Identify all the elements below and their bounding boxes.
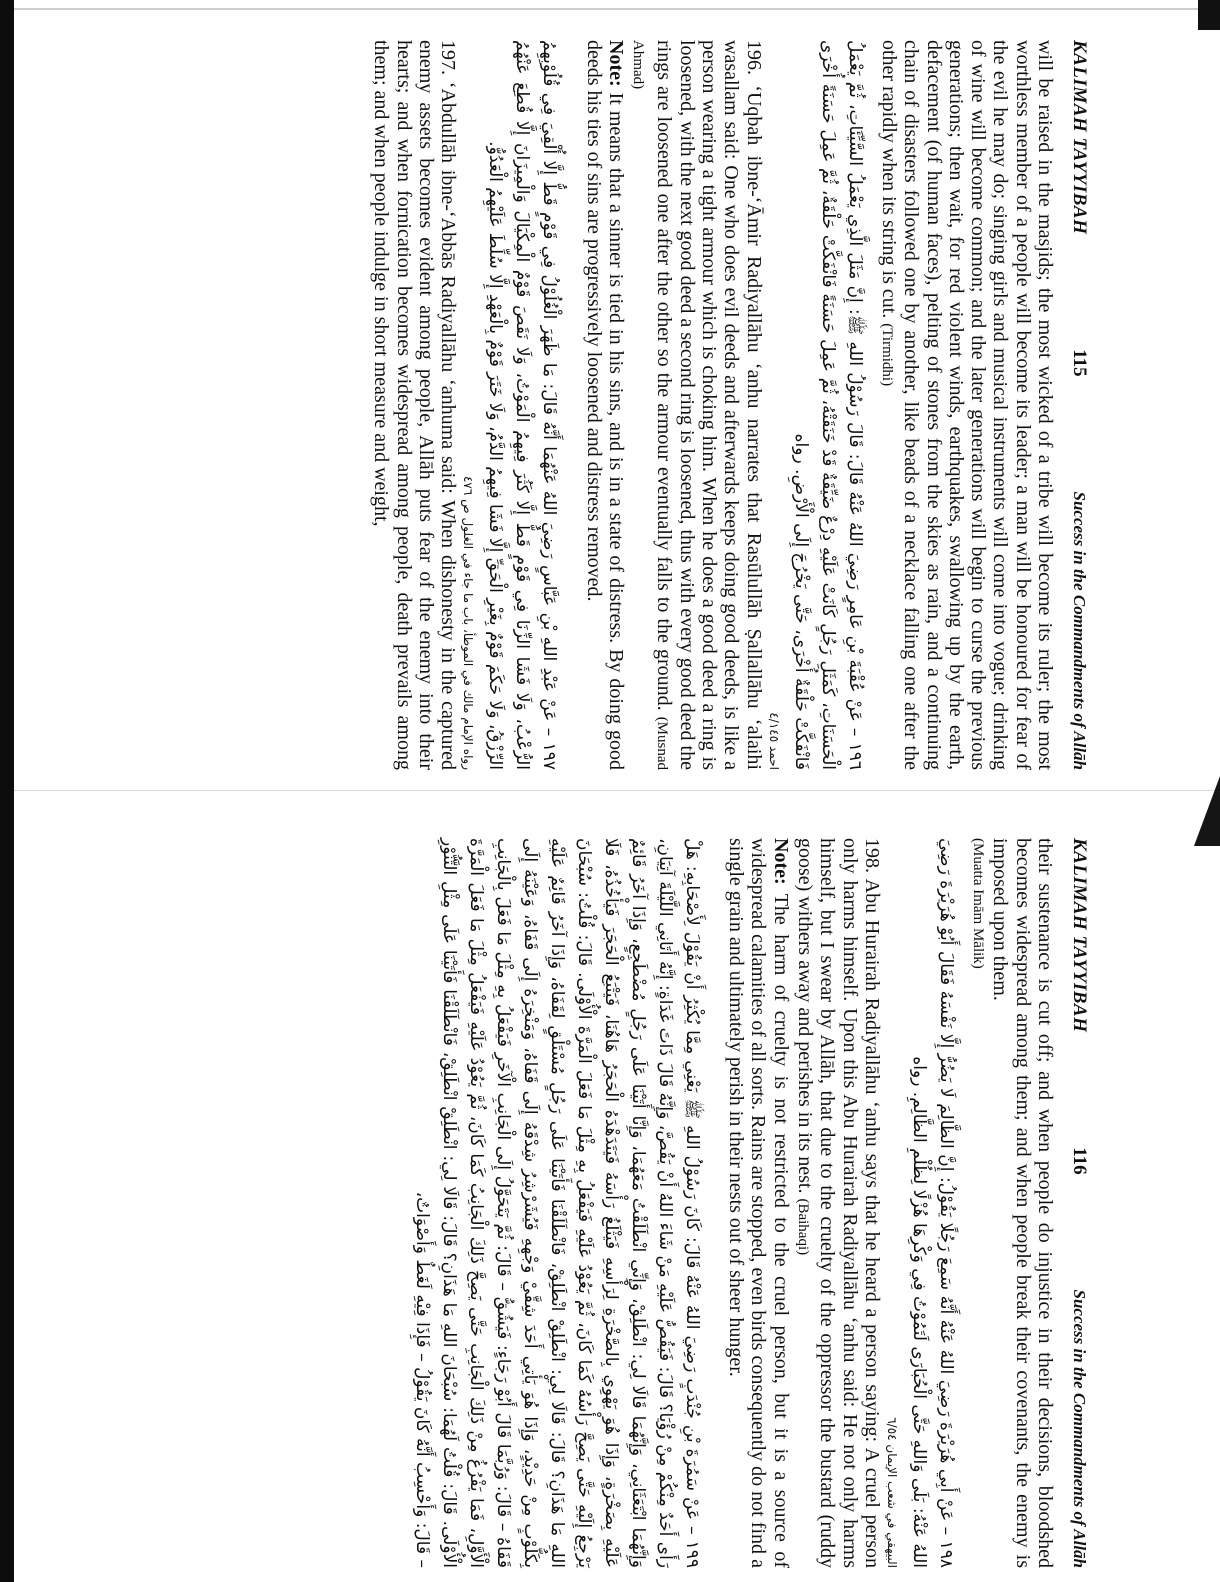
hadith-196-note: Note: It means that a sinner is tied in his sins, and is in a state of distress. By doing good deeds his ties of sins are progressively loosened and distress removed. <box>582 40 627 770</box>
book-title: KALIMAH TAYYIBAH <box>1069 40 1090 235</box>
hadith-196-reference: احمد ٤/١٤٥ <box>766 712 781 770</box>
page-header <box>1056 838 1090 1568</box>
note-label: Note: <box>604 40 627 87</box>
hadith-198-english: 198. Abu Hurairah Radiyallāhu ‘anhu says that he heard a person saying: A cruel person only harms himself. Upon this Abu Hurairah Radiyallāhu ‘anhu said: He not only harms himself, but I swear by Allāh, that due to the cruelty of the oppressor the bustard (ruddy goose) withers away and perishes in its nest. (Baihaqi) <box>793 838 883 1568</box>
hadith-198-arabic: ١٩٨ – عَنْ أَبِي هُرَيْرَةَ رَضِيَ اللهُ عَنْهُ أَنَّهُ سَمِعَ رَجُلًا يَقُوْلُ: إِنَّ الظَّالِمَ لَا يَضُرُّ إِلَّا نَفْسَهُ فَقَالَ أَبُوْ هُرَيْرَةَ رَضِيَ اللهُ عَنْهُ: بَلَى وَاللهِ حَتَّى الْحُبَارَى لَتَمُوْتُ فِي وَكْرِهَا هُزْلًا لِظُلْمِ الظَّالِمِ. رواه <box>908 838 956 1568</box>
scan-corner-mark <box>1198 0 1220 30</box>
book-title: KALIMAH TAYYIBAH <box>1069 838 1090 1033</box>
scan-binding-edge <box>0 0 14 1582</box>
hadith-199-arabic: ١٩٩ – عَنْ سَمُرَةَ بْنِ جُنْدَبٍ رَضِيَ اللهُ عَنْهُ قَالَ: كَانَ رَسُوْلُ اللهِ ﷺ يَعْنِي مِمَّا يُكْثِرُ أَنْ يَقُوْلَ لِأَصْحَابِهِ: هَلْ رَأَى أَحَدٌ مِنْكُمْ مِنْ رُؤْيَا؟ قَالَ: فَيَقُصُّ عَلَيْهِ مَنْ شَاءَ اللهُ أَنْ يَقُصَّ، وَإِنَّهُ قَالَ ذَاتَ غَدَاةٍ: إِنَّهُ أَتَانِي اللَّيْلَةَ آتِيَانِ، وَإِنَّهُمَا ابْتَعَثَانِي، وَإِنَّهُمَا قَالَا لِي: انْطَلِقْ، وَإِنِّي انْطَلَقْتُ مَعَهُمَا، وَإِنَّا أَتَيْنَا عَلَى رَجُلٍ مُضْطَجِعٍ، وَإِذَا آخَرُ قَائِمٌ عَلَيْهِ بِصَخْرَةٍ، وَإِذَا هُوَ يَهْوِي بِالصَّخْرَةِ لِرَأْسِهِ فَيَثْلَغُ رَأْسَهُ فَيَتَدَهْدَهُ الْحَجَرُ هَاهُنَا، فَيَتْبَعُ الْحَجَرَ فَيَأْخُذُهُ، فَلَا يَرْجِعُ إِلَيْهِ حَتَّى يَصِحَّ رَأْسُهُ كَمَا كَانَ، ثُمَّ يَعُوْدُ عَلَيْهِ فَيَفْعَلُ بِهِ مِثْلَ مَا فَعَلَ الْمَرَّةَ الْأُوْلَى. قَالَ: قُلْتُ: سُبْحَانَ اللهِ مَا هَذَانِ؟ قَالَ: قَالَا لِي: انْطَلِقْ انْطَلِقْ، فَانْطَلَقْنَا فَأَتَيْنَا عَلَى رَجُلٍ مُسْتَلْقٍ لِقَفَاهُ، وَإِذَا آخَرُ قَائِمٌ عَلَيْهِ بِكَلُّوْبٍ مِنْ حَدِيْدٍ، وَإِذَا هُوَ يَأْتِي أَحَدَ شِقَّيْ وَجْهِهِ فَيُشَرْشِرُ شِدْقَهُ إِلَى قَفَاهُ، وَمَنْخِرَهُ إِلَى قَفَاهُ، وَعَيْنَهُ إِلَى قَفَاهُ – قَالَ: وَرُبَّمَا قَالَ أَبُوْ رَجَاءٍ: فَيَشُقُّ – قَالَ: ثُمَّ يَتَحَوَّلُ إِلَى الْجَانِبِ الْآخَرِ فَيَفْعَلُ بِهِ مِثْلَ مَا فَعَلَ بِالْجَانِبِ الْأَوَّلِ، فَمَا يَفْرُغُ مِنْ ذَلِكَ الْجَانِبِ حَتَّى يَصِحَّ ذَلِكَ الْجَانِبُ كَمَا كَانَ، ثُمَّ يَعُوْدُ عَلَيْهِ فَيَفْعَلُ مِثْلَ مَا فَعَلَ الْمَرَّةَ الْأُوْلَى. قَالَ: قُلْتُ لَهُمَا: سُبْحَانَ اللهِ مَا هَذَانِ؟ قَالَ: قَالَا لِي: انْطَلِقْ انْطَلِقْ، فَانْطَلَقْنَا فَأَتَيْنَا عَلَى مِثْلِ التَّنُّوْرِ – قَالَ: وَأَحْسِبُ أَنَّهُ كَانَ يَقُوْلُ – فَإِذَا فِيْهِ لَغَطٌ وَأَصْوَاتٌ، <box>411 838 702 1568</box>
hadith-198-reference: البيهقي في شعب الإيمان ٦/٥٤ <box>884 1417 899 1568</box>
hadith-197-english: 197. ‘Abdullāh ibne-‘Abbās Radiyallāhu ‘anhuma said: When dishonesty in the captured enemy assets becomes evident among people, Allāh puts fear of the enemy into their hearts; and when fornication becomes widespread among people, death prevails among them; and when people indulge in short measure and weight, <box>370 40 460 770</box>
page-115 <box>80 40 1090 770</box>
note-label: Note: <box>769 838 792 885</box>
chapter-title: Success in the Commandments of Allāh <box>1070 1289 1089 1568</box>
chapter-title: Success in the Commandments of Allāh <box>1070 491 1089 770</box>
page-fold-line <box>14 790 1220 791</box>
scan-top-edge <box>14 8 1198 10</box>
intro-paragraph: will be raised in the masjids; the most wicked of a tribe will become its ruler; the most worthless member of a people will become its leader; a man will be honoured for fear of the evil he may do; singing girls and musical instruments will come into vogue; drinking of wine will become common; and the later generations will begin to curse the previous generations; then wait, for red violent winds, earthquakes, swallowing up by the earth, defacement (of human faces), pelting of stones from the skies as rain, and a continuing chain of disasters followed one by another, like beads of a necklace falling one after the other rapidly when its string is cut. (Tirmidhi) <box>877 40 1056 770</box>
hadith-197-reference: رواه الإمام مالك في الموطأ، باب ما جاء في الغلول ص ٤٧٦ <box>461 475 476 770</box>
intro-paragraph: their sustenance is cut off; and when people do injustice in their decisions, bloodshed becomes widespread among them; and when people break their covenants, the enemy is imposed upon them. <box>989 838 1056 1568</box>
hadith-198-note: Note: The harm of cruelty is not restricted to the cruel person, but it is a source of widespread calamities of all sorts. Rains are stopped, even birds consequently do not find a single grain and ultimately perish in their nests out of sheer hunger. <box>725 838 792 1568</box>
hadith-198-source: (Baihaqi) <box>794 1198 811 1256</box>
page-number: 116 <box>1069 1147 1090 1175</box>
hadith-196-arabic: ١٩٦ – عَنْ عُقْبَةَ بْنِ عَامِرٍ رَضِيَ اللهُ عَنْهُ قَالَ: قَالَ رَسُوْلُ اللهِ ﷺ: إِنَّ مَثَلَ الَّذِي يَعْمَلُ السَّيِّئَاتِ، ثُمَّ يَعْمَلُ الْحَسَنَاتِ، كَمَثَلِ رَجُلٍ كَانَتْ عَلَيْهِ دِرْعٌ ضَيِّقَةٌ قَدْ خَنَقَتْهُ، ثُمَّ عَمِلَ حَسَنَةً فَانْفَكَّتْ حَلْقَةٌ، ثُمَّ عَمِلَ حَسَنَةً أُخْرَى فَانْفَكَّتْ حَلْقَةٌ أُخْرَى، حَتَّى يَخْرُجَ إِلَى الْأَرْضِ. رواه <box>790 40 865 770</box>
hadith-196-english: 196. ‘Uqbah ibne-‘Āmir Radiyallāhu ‘anhu narrates that Rasūlullāh Ṣallallāhu ‘alaihi wasallam said: One who does evil deeds and afterwards keeps doing good deeds, is like a person wearing a tight armour which is choking him. When he does a good deed a ring is loosened, with the next good deed a second ring is loosened, thus with every good deed the rings are loosened one after the other so the armour eventually falls to the ground. (Musnad Ahmad) <box>630 40 765 771</box>
hadith-196-source: (Musnad Ahmad) <box>630 40 671 771</box>
hadith-197-arabic: ١٩٧ – عَنْ عَبْدِ اللهِ بْنِ عَبَّاسٍ رَضِيَ اللهُ عَنْهُمَا أَنَّهُ قَالَ: مَا ظَهَرَ الْغُلُوْلُ فِي قَوْمٍ قَطُّ إِلَّا أُلْقِيَ فِي قُلُوْبِهِمُ الرُّعْبُ، وَلَا فَشَا الزِّنَا فِي قَوْمٍ قَطُّ إِلَّا كَثُرَ فِيهِمُ الْمَوْتُ، وَلَا نَقَصَ قَوْمٌ الْمِكْيَالَ وَالْمِيزَانَ إِلَّا قُطِعَ عَنْهُمُ الرِّزْقُ، وَلَا حَكَمَ قَوْمٌ بِغَيْرِ الْحَقِّ إِلَّا فَشَا فِيهِمُ الدَّمُ، وَلَا خَتَرَ قَوْمٌ بِالْعَهْدِ إِلَّا سُلِّطَ عَلَيْهِمُ الْعَدُوُّ. <box>485 40 560 770</box>
page-116 <box>80 838 1090 1568</box>
page-number: 115 <box>1069 349 1090 377</box>
page-header <box>1056 40 1090 770</box>
intro-source: (Tirmidhi) <box>878 323 895 387</box>
page-fold-mark <box>1194 776 1220 846</box>
intro-source: (Muatta Imām Mālik) <box>970 838 987 969</box>
